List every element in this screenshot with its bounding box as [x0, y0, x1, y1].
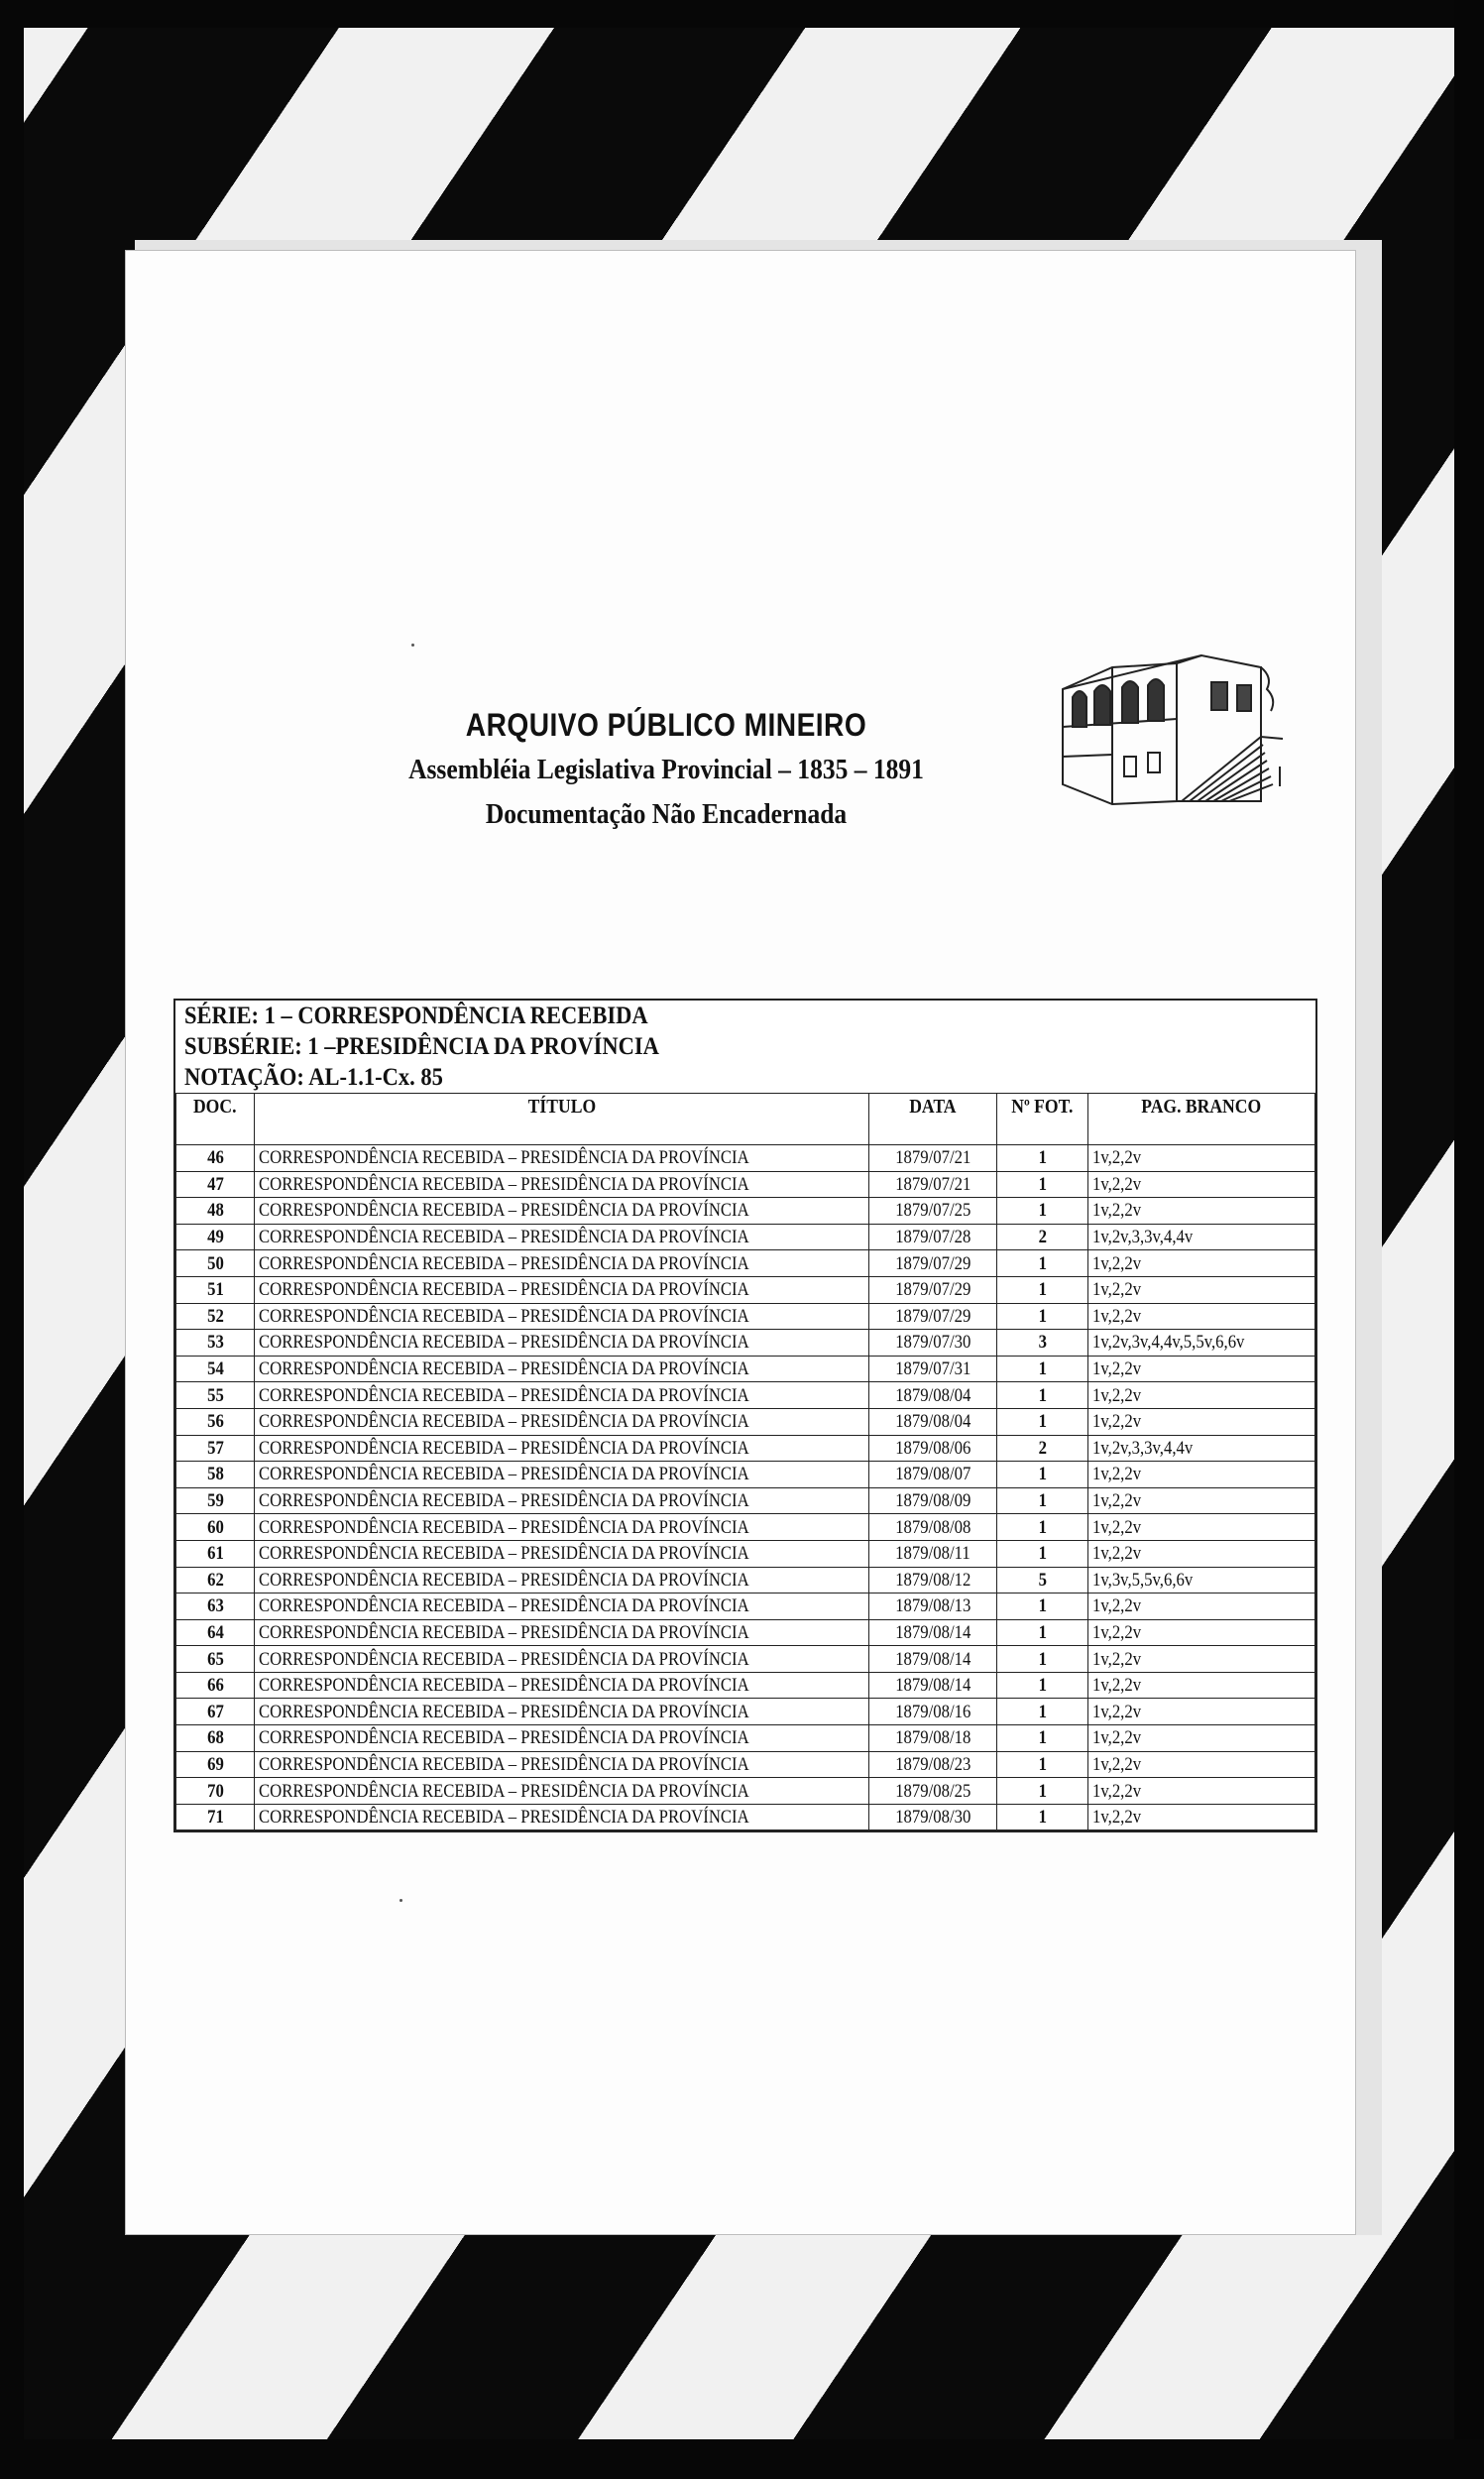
data-cell: 1879/08/25: [869, 1778, 997, 1805]
data-cell: 1879/08/23: [869, 1751, 997, 1778]
data-cell: 1879/08/12: [869, 1567, 997, 1594]
doc-cell: 57: [176, 1435, 255, 1462]
data-cell: 1879/08/14: [869, 1672, 997, 1699]
titulo-cell: CORRESPONDÊNCIA RECEBIDA – PRESIDÊNCIA DA PROVÍNCIA: [255, 1250, 869, 1277]
data-cell: 1879/07/29: [869, 1250, 997, 1277]
doc-cell: 53: [176, 1330, 255, 1357]
table-row: [176, 1514, 1315, 1541]
doc-cell: 71: [176, 1804, 255, 1830]
column-header-pag: PAG. BRANCO: [1088, 1094, 1315, 1145]
fot-cell: 1: [997, 1462, 1088, 1488]
doc-cell: 59: [176, 1487, 255, 1514]
pag-cell: 1v,2,2v: [1088, 1250, 1315, 1277]
document-header: [126, 707, 1206, 831]
pag-cell: 1v,2v,3v,4,4v,5,5v,6,6v: [1088, 1330, 1315, 1357]
table-row: [176, 1487, 1315, 1514]
fot-cell: 1: [997, 1646, 1088, 1673]
doc-cell: 47: [176, 1171, 255, 1198]
titulo-cell: CORRESPONDÊNCIA RECEBIDA – PRESIDÊNCIA DA PROVÍNCIA: [255, 1594, 869, 1620]
data-cell: 1879/08/04: [869, 1382, 997, 1409]
table-row: [176, 1646, 1315, 1673]
fot-cell: 3: [997, 1330, 1088, 1357]
doc-cell: 52: [176, 1303, 255, 1330]
data-cell: 1879/08/09: [869, 1487, 997, 1514]
paper-speck: [400, 1899, 402, 1902]
doc-cell: 69: [176, 1751, 255, 1778]
scan-border-right: [1454, 0, 1484, 2479]
titulo-cell: CORRESPONDÊNCIA RECEBIDA – PRESIDÊNCIA DA PROVÍNCIA: [255, 1778, 869, 1805]
data-cell: 1879/08/18: [869, 1725, 997, 1752]
doc-cell: 61: [176, 1540, 255, 1567]
titulo-cell: CORRESPONDÊNCIA RECEBIDA – PRESIDÊNCIA DA PROVÍNCIA: [255, 1540, 869, 1567]
table-row: [176, 1778, 1315, 1805]
pag-cell: 1v,2,2v: [1088, 1356, 1315, 1382]
fot-cell: 1: [997, 1540, 1088, 1567]
pag-cell: 1v,2,2v: [1088, 1171, 1315, 1198]
table-row: [176, 1725, 1315, 1752]
data-cell: 1879/08/07: [869, 1462, 997, 1488]
archive-building-logo: [1053, 628, 1291, 816]
fot-cell: 1: [997, 1619, 1088, 1646]
table-row: [176, 1619, 1315, 1646]
titulo-cell: CORRESPONDÊNCIA RECEBIDA – PRESIDÊNCIA DA PROVÍNCIA: [255, 1751, 869, 1778]
doc-cell: 48: [176, 1198, 255, 1225]
pag-cell: 1v,2,2v: [1088, 1699, 1315, 1725]
titulo-cell: CORRESPONDÊNCIA RECEBIDA – PRESIDÊNCIA DA PROVÍNCIA: [255, 1487, 869, 1514]
pag-cell: 1v,2,2v: [1088, 1276, 1315, 1303]
table-header-row: [176, 1094, 1315, 1145]
pag-cell: 1v,2,2v: [1088, 1619, 1315, 1646]
titulo-cell: CORRESPONDÊNCIA RECEBIDA – PRESIDÊNCIA DA PROVÍNCIA: [255, 1276, 869, 1303]
fot-cell: 1: [997, 1408, 1088, 1435]
doc-cell: 54: [176, 1356, 255, 1382]
fot-cell: 1: [997, 1751, 1088, 1778]
doc-cell: 66: [176, 1672, 255, 1699]
table-row: [176, 1462, 1315, 1488]
subserie-label: SUBSÉRIE: 1 –PRESIDÊNCIA DA PROVÍNCIA: [184, 1033, 659, 1060]
fot-cell: 1: [997, 1725, 1088, 1752]
titulo-cell: CORRESPONDÊNCIA RECEBIDA – PRESIDÊNCIA DA PROVÍNCIA: [255, 1435, 869, 1462]
doc-cell: 56: [176, 1408, 255, 1435]
table-row: [176, 1171, 1315, 1198]
serie-label: SÉRIE: 1 – CORRESPONDÊNCIA RECEBIDA: [184, 1003, 648, 1029]
data-cell: 1879/08/06: [869, 1435, 997, 1462]
titulo-cell: CORRESPONDÊNCIA RECEBIDA – PRESIDÊNCIA DA PROVÍNCIA: [255, 1619, 869, 1646]
paper-speck: [411, 644, 414, 647]
fot-cell: 1: [997, 1145, 1088, 1172]
pag-cell: 1v,2,2v: [1088, 1487, 1315, 1514]
doc-cell: 58: [176, 1462, 255, 1488]
titulo-cell: CORRESPONDÊNCIA RECEBIDA – PRESIDÊNCIA DA PROVÍNCIA: [255, 1303, 869, 1330]
data-cell: 1879/07/31: [869, 1356, 997, 1382]
doc-cell: 50: [176, 1250, 255, 1277]
pag-cell: 1v,2,2v: [1088, 1198, 1315, 1225]
titulo-cell: CORRESPONDÊNCIA RECEBIDA – PRESIDÊNCIA DA PROVÍNCIA: [255, 1356, 869, 1382]
fot-cell: 1: [997, 1382, 1088, 1409]
pag-cell: 1v,2,2v: [1088, 1145, 1315, 1172]
column-header-data: DATA: [869, 1094, 997, 1145]
scan-border-left: [0, 0, 24, 2479]
fot-cell: 2: [997, 1224, 1088, 1250]
data-cell: 1879/07/25: [869, 1198, 997, 1225]
data-cell: 1879/07/21: [869, 1145, 997, 1172]
pag-cell: 1v,2,2v: [1088, 1594, 1315, 1620]
pag-cell: 1v,2,2v: [1088, 1778, 1315, 1805]
titulo-cell: CORRESPONDÊNCIA RECEBIDA – PRESIDÊNCIA DA PROVÍNCIA: [255, 1646, 869, 1673]
data-cell: 1879/08/11: [869, 1540, 997, 1567]
pag-cell: 1v,3v,5,5v,6,6v: [1088, 1567, 1315, 1594]
data-cell: 1879/07/28: [869, 1224, 997, 1250]
doc-cell: 55: [176, 1382, 255, 1409]
table-row: [176, 1435, 1315, 1462]
collection-subtitle: Documentação Não Encadernada: [485, 798, 848, 830]
scan-border-bottom: [0, 2439, 1484, 2479]
fot-cell: 1: [997, 1594, 1088, 1620]
table-row: [176, 1356, 1315, 1382]
doc-cell: 63: [176, 1594, 255, 1620]
titulo-cell: CORRESPONDÊNCIA RECEBIDA – PRESIDÊNCIA DA PROVÍNCIA: [255, 1567, 869, 1594]
fot-cell: 1: [997, 1699, 1088, 1725]
doc-cell: 68: [176, 1725, 255, 1752]
titulo-cell: CORRESPONDÊNCIA RECEBIDA – PRESIDÊNCIA DA PROVÍNCIA: [255, 1462, 869, 1488]
pag-cell: 1v,2,2v: [1088, 1303, 1315, 1330]
scan-border-top: [0, 0, 1484, 28]
fot-cell: 1: [997, 1250, 1088, 1277]
fot-cell: 1: [997, 1198, 1088, 1225]
fot-cell: 1: [997, 1487, 1088, 1514]
table-row: [176, 1699, 1315, 1725]
pag-cell: 1v,2v,3,3v,4,4v: [1088, 1224, 1315, 1250]
data-cell: 1879/08/16: [869, 1699, 997, 1725]
column-header-titulo: TÍTULO: [255, 1094, 869, 1145]
titulo-cell: CORRESPONDÊNCIA RECEBIDA – PRESIDÊNCIA DA PROVÍNCIA: [255, 1672, 869, 1699]
doc-cell: 62: [176, 1567, 255, 1594]
table-row: [176, 1145, 1315, 1172]
pag-cell: 1v,2,2v: [1088, 1646, 1315, 1673]
table-row: [176, 1198, 1315, 1225]
assembly-subtitle: Assembléia Legislativa Provincial – 1835 – 1891: [408, 754, 924, 785]
table-row: [176, 1540, 1315, 1567]
pag-cell: 1v,2,2v: [1088, 1382, 1315, 1409]
doc-cell: 64: [176, 1619, 255, 1646]
data-cell: 1879/07/21: [869, 1171, 997, 1198]
data-cell: 1879/08/14: [869, 1646, 997, 1673]
data-cell: 1879/07/30: [869, 1330, 997, 1357]
data-cell: 1879/07/29: [869, 1303, 997, 1330]
pag-cell: 1v,2,2v: [1088, 1462, 1315, 1488]
fot-cell: 1: [997, 1171, 1088, 1198]
titulo-cell: CORRESPONDÊNCIA RECEBIDA – PRESIDÊNCIA DA PROVÍNCIA: [255, 1224, 869, 1250]
fot-cell: 1: [997, 1303, 1088, 1330]
pag-cell: 1v,2,2v: [1088, 1751, 1315, 1778]
inventory-table: [173, 999, 1317, 1832]
titulo-cell: CORRESPONDÊNCIA RECEBIDA – PRESIDÊNCIA DA PROVÍNCIA: [255, 1699, 869, 1725]
records-table: [175, 1093, 1315, 1830]
fot-cell: 2: [997, 1435, 1088, 1462]
data-cell: 1879/07/29: [869, 1276, 997, 1303]
fot-cell: 5: [997, 1567, 1088, 1594]
fot-cell: 1: [997, 1804, 1088, 1830]
pag-cell: 1v,2,2v: [1088, 1672, 1315, 1699]
doc-cell: 67: [176, 1699, 255, 1725]
titulo-cell: CORRESPONDÊNCIA RECEBIDA – PRESIDÊNCIA DA PROVÍNCIA: [255, 1725, 869, 1752]
table-row: [176, 1804, 1315, 1830]
organization-title: ARQUIVO PÚBLICO MINEIRO: [465, 707, 867, 743]
data-cell: 1879/08/04: [869, 1408, 997, 1435]
fot-cell: 1: [997, 1778, 1088, 1805]
notacao-label: NOTAÇÃO: AL-1.1-Cx. 85: [184, 1064, 443, 1091]
fot-cell: 1: [997, 1276, 1088, 1303]
pag-cell: 1v,2,2v: [1088, 1514, 1315, 1541]
titulo-cell: CORRESPONDÊNCIA RECEBIDA – PRESIDÊNCIA DA PROVÍNCIA: [255, 1382, 869, 1409]
fot-cell: 1: [997, 1356, 1088, 1382]
pag-cell: 1v,2v,3,3v,4,4v: [1088, 1435, 1315, 1462]
table-row: [176, 1751, 1315, 1778]
data-cell: 1879/08/13: [869, 1594, 997, 1620]
document-page: [125, 250, 1356, 2235]
doc-cell: 70: [176, 1778, 255, 1805]
table-row: [176, 1408, 1315, 1435]
table-row: [176, 1303, 1315, 1330]
fot-cell: 1: [997, 1514, 1088, 1541]
column-header-fot: Nº FOT.: [997, 1094, 1088, 1145]
titulo-cell: CORRESPONDÊNCIA RECEBIDA – PRESIDÊNCIA DA PROVÍNCIA: [255, 1804, 869, 1830]
titulo-cell: CORRESPONDÊNCIA RECEBIDA – PRESIDÊNCIA DA PROVÍNCIA: [255, 1408, 869, 1435]
table-row: [176, 1250, 1315, 1277]
table-row: [176, 1672, 1315, 1699]
pag-cell: 1v,2,2v: [1088, 1540, 1315, 1567]
titulo-cell: CORRESPONDÊNCIA RECEBIDA – PRESIDÊNCIA DA PROVÍNCIA: [255, 1198, 869, 1225]
pag-cell: 1v,2,2v: [1088, 1408, 1315, 1435]
table-row: [176, 1276, 1315, 1303]
table-row: [176, 1330, 1315, 1357]
table-row: [176, 1567, 1315, 1594]
titulo-cell: CORRESPONDÊNCIA RECEBIDA – PRESIDÊNCIA DA PROVÍNCIA: [255, 1145, 869, 1172]
doc-cell: 65: [176, 1646, 255, 1673]
doc-cell: 60: [176, 1514, 255, 1541]
column-header-doc: DOC.: [176, 1094, 255, 1145]
doc-cell: 51: [176, 1276, 255, 1303]
fot-cell: 1: [997, 1672, 1088, 1699]
data-cell: 1879/08/14: [869, 1619, 997, 1646]
table-row: [176, 1224, 1315, 1250]
pag-cell: 1v,2,2v: [1088, 1804, 1315, 1830]
pag-cell: 1v,2,2v: [1088, 1725, 1315, 1752]
titulo-cell: CORRESPONDÊNCIA RECEBIDA – PRESIDÊNCIA DA PROVÍNCIA: [255, 1514, 869, 1541]
data-cell: 1879/08/08: [869, 1514, 997, 1541]
data-cell: 1879/08/30: [869, 1804, 997, 1830]
table-row: [176, 1382, 1315, 1409]
doc-cell: 46: [176, 1145, 255, 1172]
table-row: [176, 1594, 1315, 1620]
titulo-cell: CORRESPONDÊNCIA RECEBIDA – PRESIDÊNCIA DA PROVÍNCIA: [255, 1171, 869, 1198]
doc-cell: 49: [176, 1224, 255, 1250]
titulo-cell: CORRESPONDÊNCIA RECEBIDA – PRESIDÊNCIA DA PROVÍNCIA: [255, 1330, 869, 1357]
